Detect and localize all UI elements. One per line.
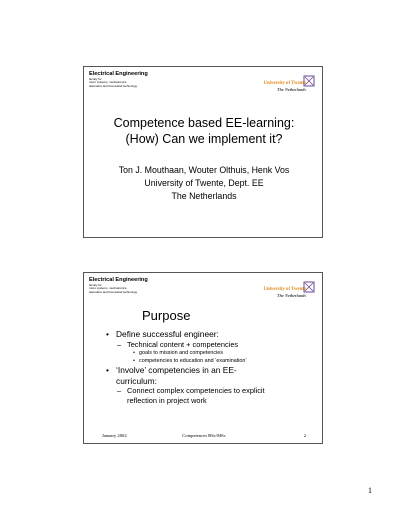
subtitle-line: faculty for [89,283,102,287]
bullet-item [106,365,316,386]
sub-sub-bullet-item [106,357,316,365]
subtitle-line: micro systems, mechatronics, [89,80,128,85]
logo-name: University of Twente [263,81,306,86]
dash-marker: – [117,339,122,349]
department-title: Electrical Engineering [89,71,148,77]
bullet-marker: • [106,365,109,375]
slide-title [84,115,324,147]
title-line: (How) Can we implement it? [125,132,283,146]
country: The Netherlands [171,191,237,201]
slide-title: Purpose [142,308,191,323]
sub-sub-bullet-item [106,349,316,357]
subtitle-line: telematics and biomedical technology [89,83,138,88]
bullet-text: goals to mission and competencies [139,350,223,356]
bullet-marker: • [133,350,135,356]
department-subtitle [89,284,137,294]
authors: Ton J. Mouthaan, Wouter Olthuis, Henk Vos [118,165,290,175]
logo-country: The Netherlands [277,87,306,92]
subtitle-line: faculty for [89,77,102,81]
university-logo [258,279,316,299]
slide-footer [102,430,306,438]
author-block [84,164,324,203]
bullet-text: Connect complex competencies to explicit [127,386,265,395]
department-title: Electrical Engineering [89,277,148,283]
footer-date: January 2002 [102,433,127,438]
affiliation: University of Twente, Dept. EE [144,178,264,188]
bullet-marker: • [106,329,109,339]
sub-bullet-item [106,340,316,350]
footer-slide-number: 2 [303,433,306,438]
page-number: 1 [368,486,372,495]
bullet-item [106,329,316,340]
slide-1 [83,66,323,238]
bullet-text: reflection in project work [127,395,207,405]
subtitle-line: telematics and biomedical technology [89,289,138,294]
department-subtitle [89,78,137,88]
bullet-marker: • [133,358,135,364]
logo-name: University of Twente [263,287,306,292]
bullet-text: ‘Involve’ competencies in an EE- [116,365,237,375]
bullet-text: Define successful engineer: [116,329,219,339]
bullet-text: curriculum: [116,375,157,386]
bullet-text: competencies to education and ‘examination’ [139,358,247,364]
footer-title: Competences BSc/MSc [182,433,226,438]
slide-2 [83,272,323,444]
bullet-text: Technical content + competencies [127,339,239,349]
title-line: Competence based EE-learning: [113,116,295,130]
subtitle-line: micro systems, mechatronics, [89,286,128,291]
university-logo [258,73,316,93]
bullet-list [106,329,316,405]
logo-country: The Netherlands [277,293,306,298]
dash-marker: – [117,386,122,395]
sub-bullet-item [106,386,316,405]
